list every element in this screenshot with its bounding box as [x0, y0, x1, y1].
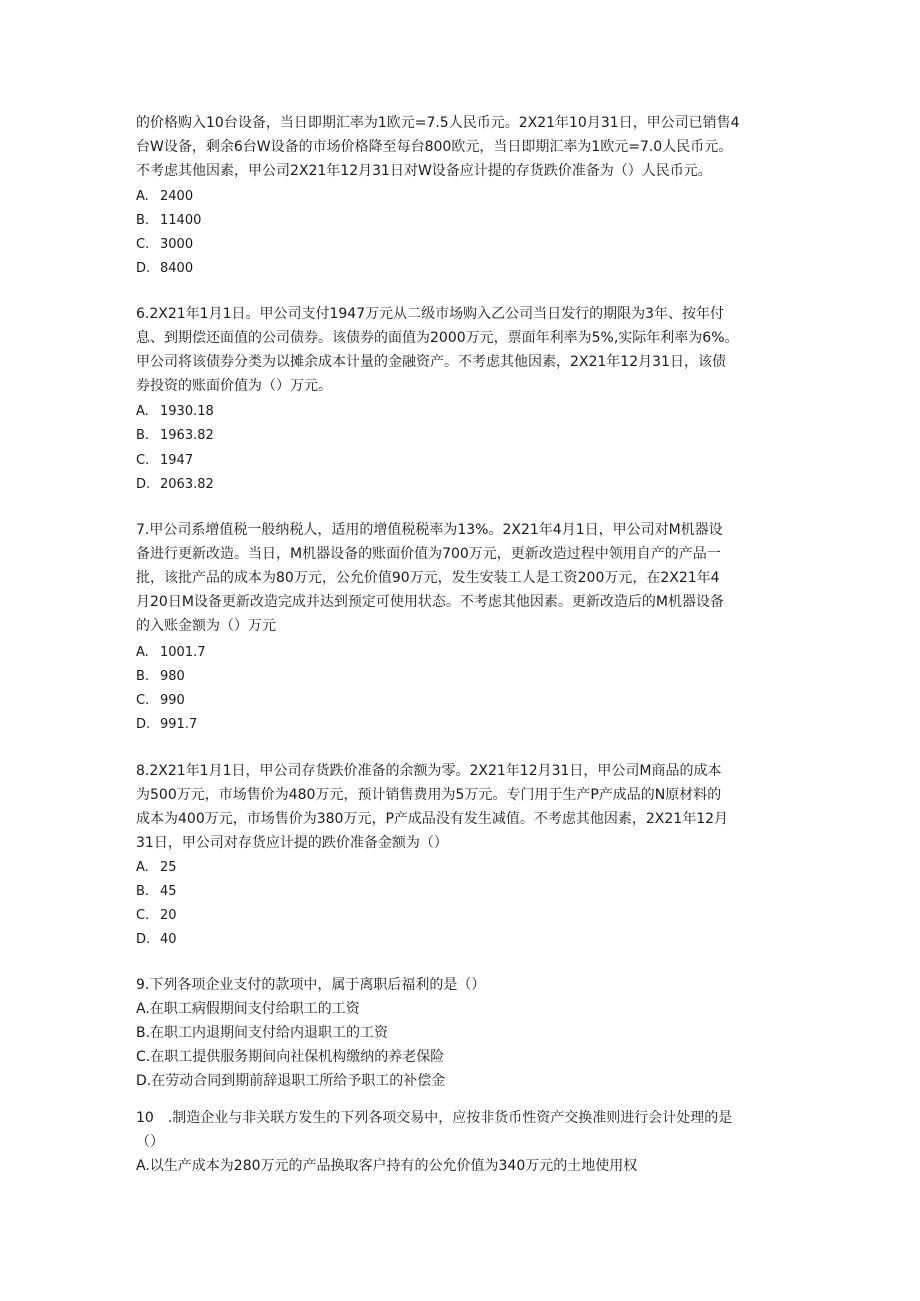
question-6-line: 券投资的账面价值为（）万元。 [136, 378, 332, 394]
question-8-line: 8.2X21年1月1日，甲公司存货跌价准备的余额为零。2X21年12月31日，甲公司M商品的成本 [136, 763, 722, 779]
question-7-line: 备进行更新改造。当日，M机器设备的账面价值为700万元，更新改造过程中领用自产的产品一 [136, 546, 721, 562]
question-6-option-c: C. 1947 [136, 453, 194, 468]
question-5-stem [136, 111, 788, 183]
question-10-line: （） [136, 1134, 164, 1150]
question-9-line: 9.下列各项企业支付的款项中，属于离职后福利的是（） [136, 977, 486, 993]
question-6-line: 甲公司将该债券分类为以摊余成本计量的金融资产。不考虑其他因素，2X21年12月31日，该债 [136, 354, 726, 370]
question-9-option-a: A.在职工病假期间支付给职工的工资 [136, 1001, 360, 1017]
question-8-option-c: C. 20 [136, 908, 177, 923]
question-5-line: 不考虑其他因素，甲公司2X21年12月31日对W设备应计提的存货跌价准备为（）人民币元。 [136, 163, 712, 179]
question-6-option-a: A. 1930.18 [136, 404, 214, 419]
question-7-stem [136, 518, 788, 638]
question-9-option-d: D.在劳动合同到期前辞退职工所给予职工的补偿金 [136, 1073, 446, 1089]
question-8-line: 成本为400万元，市场售价为380万元，P产成品没有发生减值。不考虑其他因素，2X21年12月 [136, 811, 729, 827]
question-8-line: 31日，甲公司对存货应计提的跌价准备金额为（） [136, 835, 448, 851]
question-5-line: 台W设备，剩余6台W设备的市场价格降至每台800欧元，当日即期汇率为1欧元=7.0人民币元。 [136, 139, 733, 155]
question-5-option-c: C. 3000 [136, 237, 194, 252]
question-9-option-b: B.在职工内退期间支付给内退职工的工资 [136, 1025, 389, 1041]
question-6-line: 6.2X21年1月1日。甲公司支付1947万元从二级市场购入乙公司当日发行的期限为3年、按年付 [136, 306, 725, 322]
question-5-line: 的价格购入10台设备，当日即期汇率为1欧元=7.5人民币元。2X21年10月31日，甲公司已销售4 [136, 115, 740, 131]
question-8-option-b: B. 45 [136, 884, 177, 899]
question-6-option-b: B. 1963.82 [136, 428, 214, 443]
question-7-line: 批，该批产品的成本为80万元，公允价值90万元，发生安装工人是工资200万元，在2X21年4 [136, 570, 720, 586]
question-8-option-a: A. 25 [136, 860, 177, 875]
question-8-stem [136, 759, 788, 855]
question-5-option-a: A. 2400 [136, 189, 194, 204]
question-9-stem [136, 973, 788, 997]
question-7-line: 的入账金额为（）万元 [136, 618, 276, 634]
question-7-option-c: C. 990 [136, 693, 185, 708]
question-10-option-a: A.以生产成本为280万元的产品换取客户持有的公允价值为340万元的土地使用权 [136, 1158, 638, 1174]
question-10-line: 10 .制造企业与非关联方发生的下列各项交易中，应按非货币性资产交换准则进行会计处理的是 [136, 1110, 733, 1126]
question-5-option-d: D. 8400 [136, 261, 194, 276]
question-6-stem [136, 302, 788, 398]
question-8-option-d: D. 40 [136, 932, 177, 947]
question-6-line: 息、到期偿还面值的公司债券。该债券的面值为2000万元，票面年利率为5%,实际年利率为6%。 [136, 330, 739, 346]
question-8-line: 为500万元，市场售价为480万元，预计销售费用为5万元。专门用于生产P产成品的N原材料的 [136, 787, 722, 803]
question-7-line: 月20日M设备更新改造完成并达到预定可使用状态。不考虑其他因素。更新改造后的M机器设备 [136, 594, 724, 610]
question-7-line: 7.甲公司系增值税一般纳税人，适用的增值税税率为13%。2X21年4月1日，甲公司对M机器设 [136, 522, 723, 538]
question-5-option-b: B. 11400 [136, 213, 202, 228]
question-7-option-d: D. 991.7 [136, 717, 198, 732]
question-6-option-d: D. 2063.82 [136, 477, 214, 492]
question-9-option-c: C.在职工提供服务期间向社保机构缴纳的养老保险 [136, 1049, 445, 1065]
question-10-stem [136, 1106, 788, 1154]
question-7-option-b: B. 980 [136, 669, 185, 684]
question-7-option-a: A. 1001.7 [136, 645, 206, 660]
